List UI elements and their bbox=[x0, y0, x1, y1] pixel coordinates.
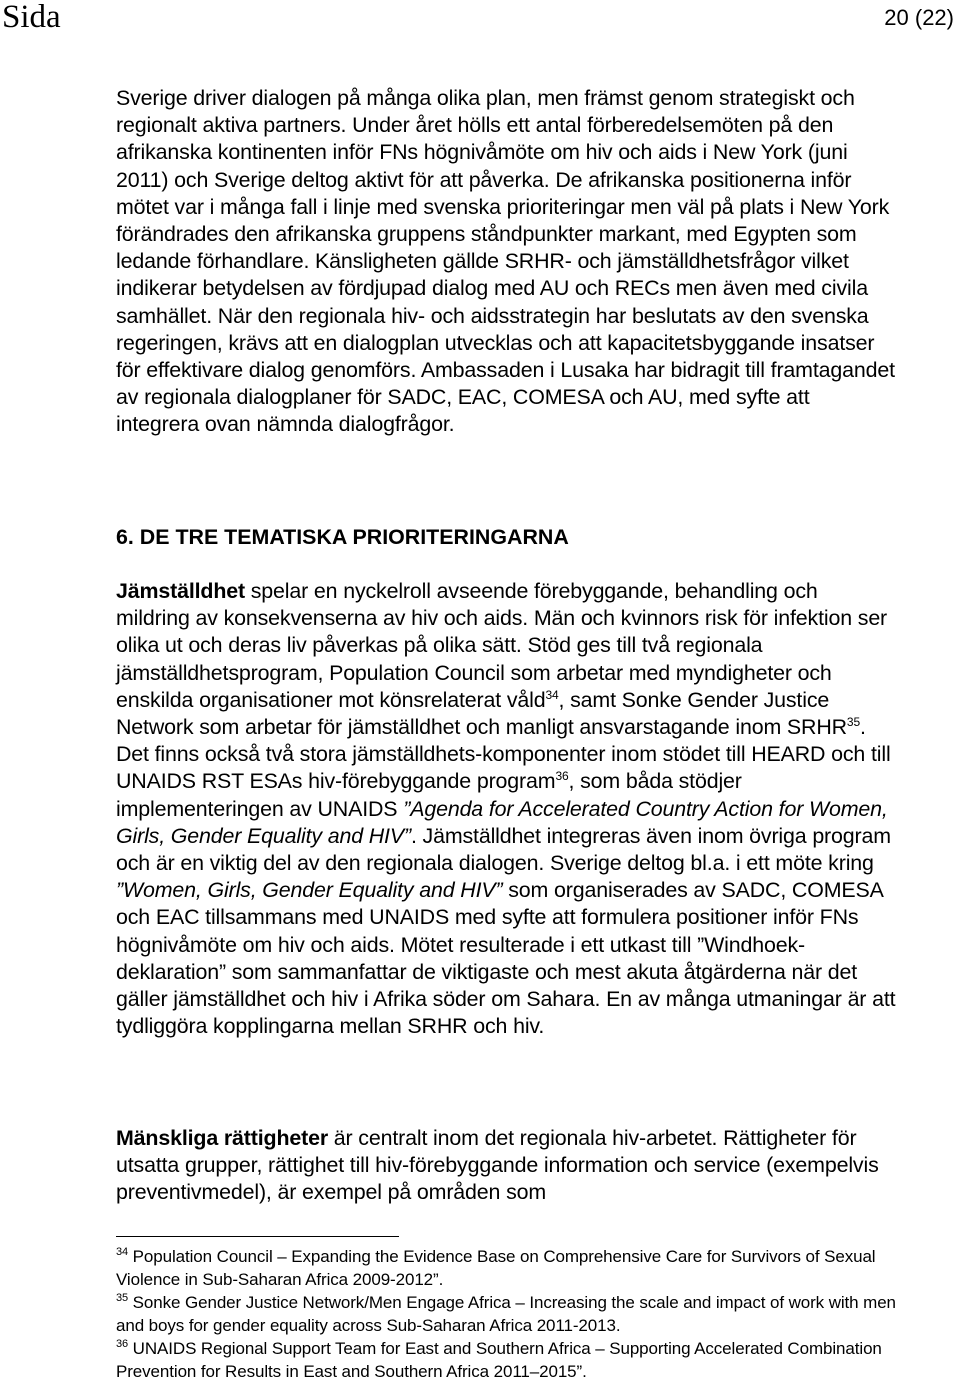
footnote bbox=[116, 1245, 916, 1291]
paragraph-text: . Jämställdhet integreras även inom övriga program och är en viktig del av den regionala dialogen. Sverige deltog bl.a. i ett möte kring bbox=[116, 823, 891, 876]
paragraph-dialog: Sverige driver dialogen på många olika plan, men främst genom strategiskt och regionalt aktiva partners. Under året hölls ett antal förberedelsemöten på den afrikanska kontinenten inför FNs högnivåmöte om hiv och aids i New York (juni 2011) och Sverige deltog aktivt för att påverka. De afrikanska positionerna inför mötet var i många fall i linje med svenska prioriteringar men väl på plats i New York förändrades den afrikanska gruppens ståndpunkter markant, med Egypten som ledande förhandlare. Känsligheten gällde SRHR- och jämställdhetsfrågor vilket indikerar betydelsen av fördjupad dialog med AU och RECs men även med civila samhället. När den regionala hiv- och aidsstrategin har beslutats av den svenska regeringen, krävs att en dialogplan utvecklas och att kapacitetsbyggande insatser för effektivare dialog genomförs. Ambassaden i Lusaka har bidragit till framtagandet av regionala dialogplaner för SADC, EAC, COMESA och AU, med syfte att integrera ovan nämnda dialogfrågor. bbox=[116, 86, 895, 437]
footnote bbox=[116, 1337, 916, 1383]
page-number: 20 (22) bbox=[884, 5, 954, 30]
footnote-ref: 34 bbox=[545, 687, 559, 702]
paragraph-text: spelar en nyckelroll avseende förebyggande, behandling och mildring av konsekvenserna av hiv och aids. Män och kvinnors risk för infektion ser olika ut och deras liv påverkas på olika sätt. Stöd ges till två regionala jämställdhetsprogram, Population Council som arbetar med myndigheter och enskilda organisationer mot könsrelaterat våld bbox=[116, 579, 888, 712]
paragraph-text: , som båda stödjer implementeringen av UNAIDS bbox=[116, 769, 742, 821]
paragraph-lead-term: Mänskliga rättigheter bbox=[116, 1126, 328, 1150]
italic-title: ”Agenda for Accelerated Country Action for Women, Girls, Gender Equality and HIV” bbox=[116, 796, 888, 848]
footnote-ref: 35 bbox=[846, 715, 860, 730]
footnote-text: Population Council – Expanding the Evidence Base on Comprehensive Care for Survivors of Sexual Violence in Sub-Saharan Africa 2009-2012”. bbox=[116, 1247, 876, 1289]
footnote-separator bbox=[116, 1236, 399, 1237]
footnote-number: 35 bbox=[116, 1292, 129, 1304]
paragraph-lead-term: Jämställdhet bbox=[116, 579, 245, 603]
italic-title: ”Women, Girls, Gender Equality and HIV” bbox=[116, 878, 503, 903]
header-org-name: Sida bbox=[2, 0, 61, 35]
paragraph-text: som organiserades av SADC, COMESA och EAC tillsammans med UNAIDS med syfte att formulera positioner inför FNs högnivåmöte om hiv och aids. Mötet resulterade i ett utkast till ”Windhoek-deklaration” som sammanfattar de viktigaste och mest akuta åtgärderna när det gäller jämställdhet och hiv i Afrika söder om Sahara. En av många utmaningar är att tydliggöra kopplingarna mellan SRHR och hiv. bbox=[116, 878, 896, 1039]
paragraph-gender-equality bbox=[116, 578, 896, 1040]
footnote-text: UNAIDS Regional Support Team for East and Southern Africa – Supporting Accelerated Combination Prevention for Results in East and Southern Africa 2011–2015”. bbox=[116, 1339, 882, 1381]
paragraph-human-rights bbox=[116, 1125, 896, 1207]
footnote-number: 34 bbox=[116, 1246, 129, 1258]
footnote bbox=[116, 1291, 916, 1337]
footnote-text: Sonke Gender Justice Network/Men Engage Africa – Increasing the scale and impact of work with men and boys for gender equality across Sub-Saharan Africa 2011-2013. bbox=[116, 1293, 896, 1335]
footnotes bbox=[116, 1245, 916, 1383]
paragraph-text: , samt Sonke Gender Justice Network som arbetar för jämställdhet och manligt ansvarstagande inom SRHR bbox=[116, 687, 847, 740]
section-heading: 6. DE TRE TEMATISKA PRIORITERINGARNA bbox=[116, 525, 569, 549]
footnote-number: 36 bbox=[116, 1338, 129, 1350]
footnote-ref: 36 bbox=[555, 769, 569, 784]
paragraph-text: är centralt inom det regionala hiv-arbetet. Rättigheter för utsatta grupper, rättighet till hiv-förebyggande information och service (exempelvis preventivmedel), är exempel på områden som bbox=[116, 1126, 879, 1205]
paragraph-text: . Det finns också två stora jämställdhets-komponenter inom stödet till HEARD och till UNAIDS RST ESAs hiv-förebyggande program bbox=[116, 715, 891, 794]
